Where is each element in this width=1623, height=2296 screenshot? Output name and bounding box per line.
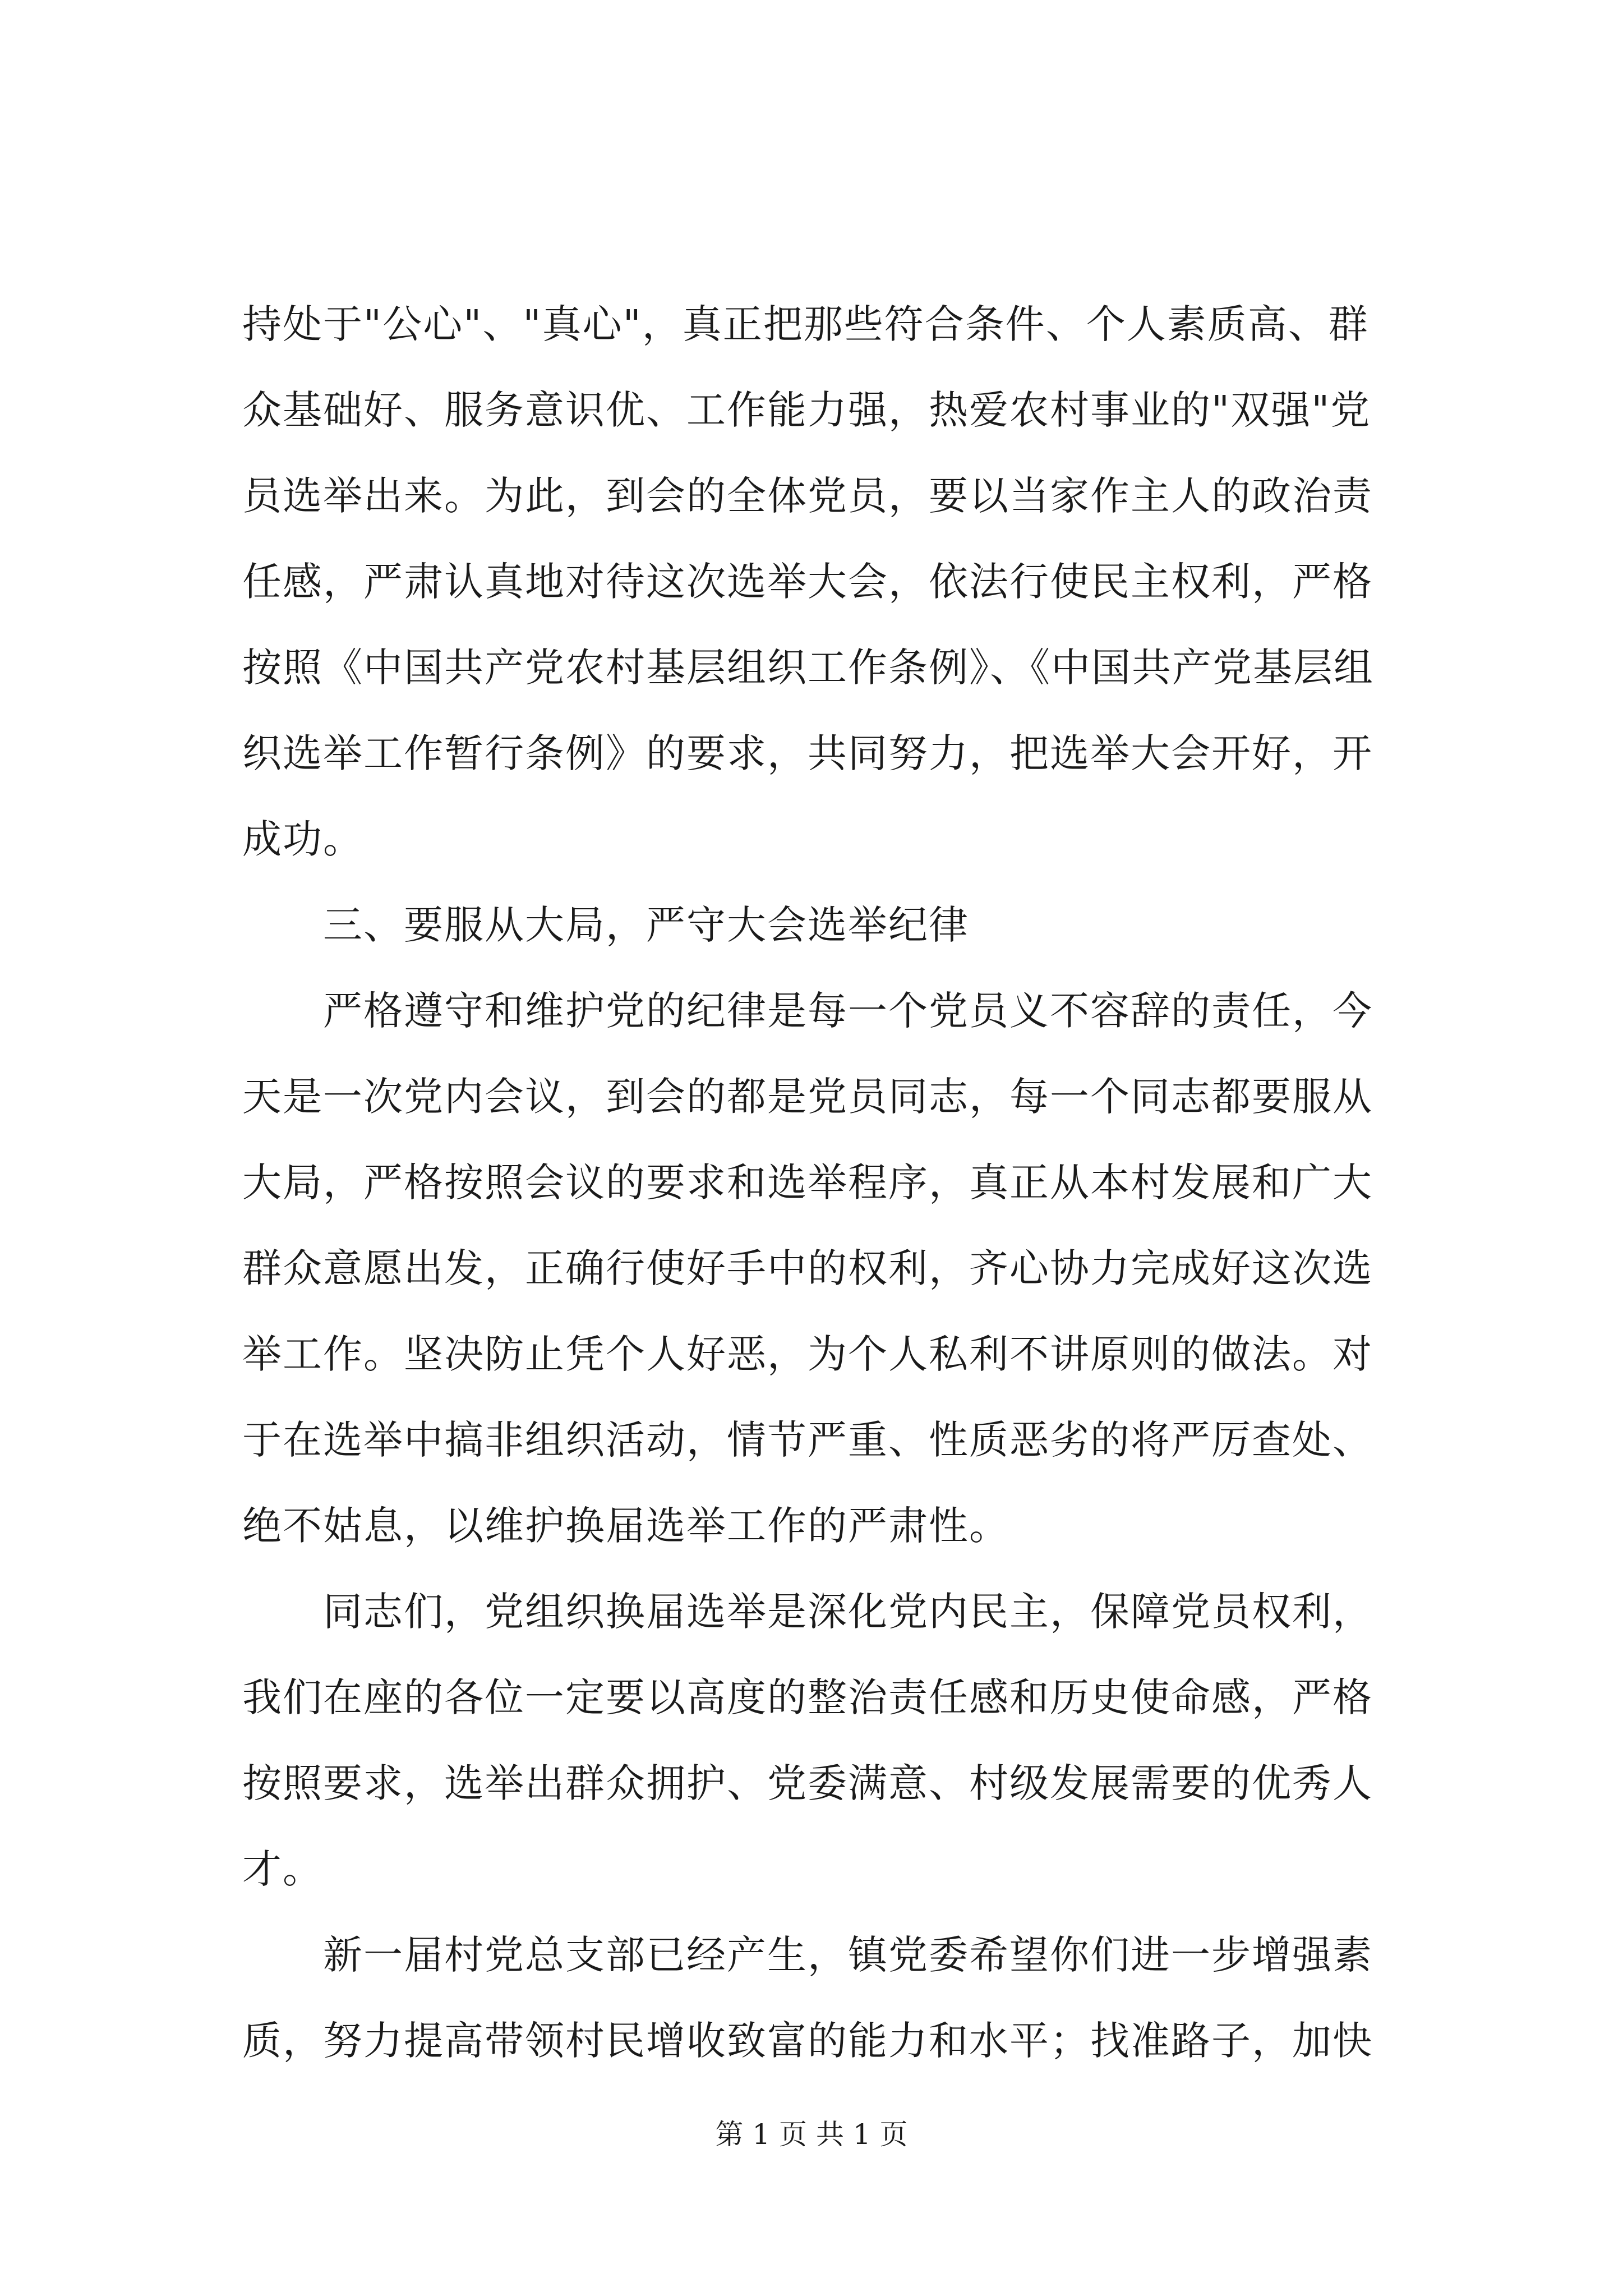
text-line: 严格遵守和维护党的纪律是每一个党员义不容辞的责任，今 (242, 988, 1373, 1034)
text-line: 织选举工作暂行条例》的要求，共同努力，把选举大会开好，开 (242, 730, 1373, 776)
text-line: 大局，严格按照会议的要求和选举程序，真正从本村发展和广大 (242, 1159, 1373, 1205)
text-line: 成功。 (242, 816, 363, 862)
text-line: 天是一次党内会议，到会的都是党员同志，每一个同志都要服从 (242, 1074, 1373, 1120)
text-line: 任感，严肃认真地对待这次选举大会，依法行使民主权利，严格 (242, 559, 1373, 605)
text-line: 才。 (242, 1846, 323, 1892)
text-line: 按照要求，选举出群众拥护、党委满意、村级发展需要的优秀人 (242, 1760, 1373, 1806)
text-line: 举工作。坚决防止凭个人好恶，为个人私利不讲原则的做法。对 (242, 1331, 1373, 1377)
text-line: 按照《中国共产党农村基层组织工作条例》、《中国共产党基层组 (242, 645, 1374, 691)
page-footer: 第 1 页 共 1 页 (715, 2118, 908, 2151)
text-line: 持处于"公心"、"真心"，真正把那些符合条件、个人素质高、群 (242, 301, 1369, 347)
text-line: 群众意愿出发，正确行使好手中的权利，齐心协力完成好这次选 (242, 1245, 1373, 1291)
section-heading: 三、要服从大局，严守大会选举纪律 (242, 902, 969, 948)
text-line: 质，努力提高带领村民增收致富的能力和水平；找准路子，加快 (242, 2018, 1373, 2064)
text-line: 同志们，党组织换届选举是深化党内民主，保障党员权利， (242, 1589, 1373, 1635)
text-line: 员选举出来。为此，到会的全体党员，要以当家作主人的政治责 (242, 473, 1373, 519)
text-line: 绝不姑息，以维护换届选举工作的严肃性。 (242, 1503, 1009, 1549)
text-line: 新一届村党总支部已经产生，镇党委希望你们进一步增强素 (242, 1932, 1373, 1978)
text-line: 我们在座的各位一定要以高度的整治责任感和历史使命感，严格 (242, 1674, 1373, 1720)
text-line: 于在选举中搞非组织活动，情节严重、性质恶劣的将严厉查处、 (242, 1417, 1373, 1463)
text-line: 众基础好、服务意识优、工作能力强，热爱农村事业的"双强"党 (242, 387, 1371, 433)
